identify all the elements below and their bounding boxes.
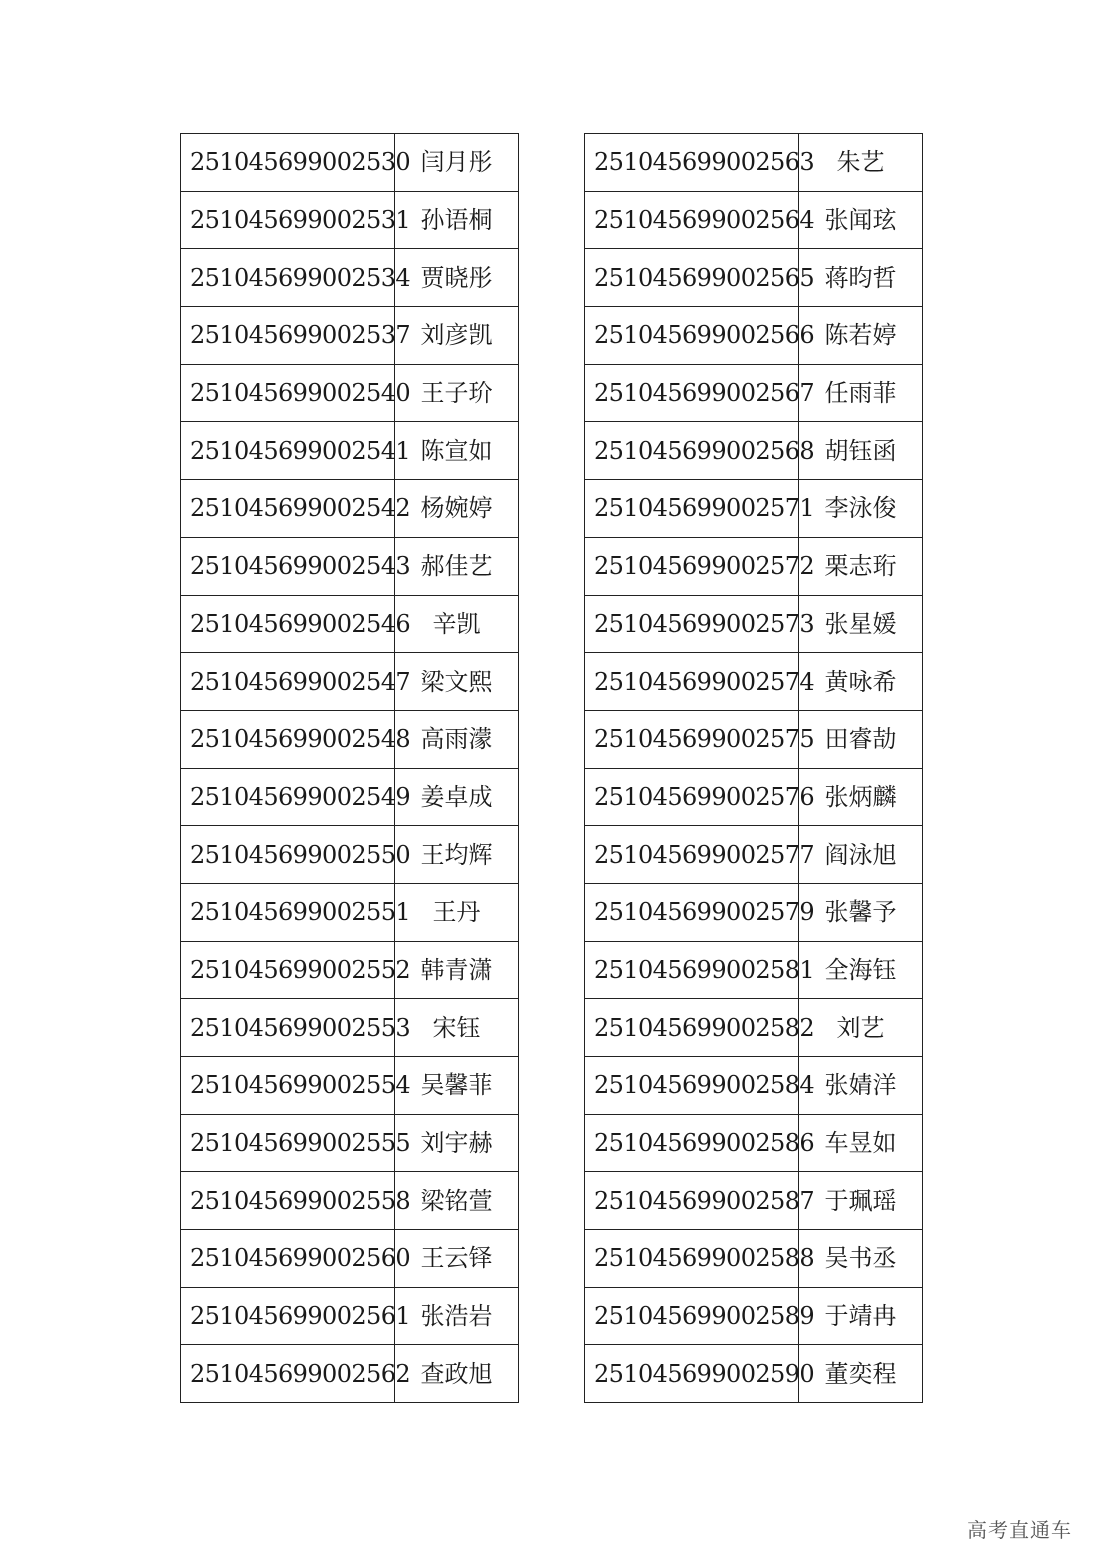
table-row — [585, 1172, 923, 1230]
table-row — [585, 941, 923, 999]
table-row — [181, 364, 519, 422]
table-row — [181, 1114, 519, 1172]
exam-id-cell: 251045699002551 — [181, 883, 395, 941]
exam-id-cell: 251045699002537 — [181, 307, 395, 365]
table-row — [585, 307, 923, 365]
table-row — [181, 941, 519, 999]
student-name-cell: 张浩岩 — [395, 1287, 519, 1345]
table-row — [181, 826, 519, 884]
student-name-cell: 韩青潇 — [395, 941, 519, 999]
table-row — [585, 653, 923, 711]
table-row — [181, 480, 519, 538]
table-row — [585, 480, 923, 538]
right-roster-table — [584, 133, 923, 1403]
table-row — [181, 1230, 519, 1288]
exam-id-cell: 251045699002563 — [585, 134, 799, 192]
exam-id-cell: 251045699002546 — [181, 595, 395, 653]
student-name-cell: 于珮瑶 — [799, 1172, 923, 1230]
exam-id-cell: 251045699002572 — [585, 537, 799, 595]
student-name-cell: 宋钰 — [395, 999, 519, 1057]
exam-id-cell: 251045699002548 — [181, 710, 395, 768]
student-name-cell: 陈若婷 — [799, 307, 923, 365]
exam-id-cell: 251045699002541 — [181, 422, 395, 480]
student-name-cell: 查政旭 — [395, 1345, 519, 1403]
table-row — [585, 1287, 923, 1345]
student-name-cell: 刘彦凯 — [395, 307, 519, 365]
student-name-cell: 黄咏希 — [799, 653, 923, 711]
exam-id-cell: 251045699002543 — [181, 537, 395, 595]
student-name-cell: 张闻玹 — [799, 191, 923, 249]
exam-id-cell: 251045699002590 — [585, 1345, 799, 1403]
table-row — [585, 1057, 923, 1115]
exam-id-cell: 251045699002542 — [181, 480, 395, 538]
student-name-cell: 张炳麟 — [799, 768, 923, 826]
table-row — [585, 1114, 923, 1172]
table-row — [585, 364, 923, 422]
exam-id-cell: 251045699002531 — [181, 191, 395, 249]
table-row — [181, 883, 519, 941]
student-name-cell: 胡钰函 — [799, 422, 923, 480]
exam-id-cell: 251045699002581 — [585, 941, 799, 999]
exam-id-cell: 251045699002586 — [585, 1114, 799, 1172]
exam-id-cell: 251045699002534 — [181, 249, 395, 307]
table-row — [181, 537, 519, 595]
student-name-cell: 吴书丞 — [799, 1230, 923, 1288]
table-row — [181, 1345, 519, 1403]
table-row — [585, 826, 923, 884]
student-name-cell: 李泳俊 — [799, 480, 923, 538]
table-row — [181, 307, 519, 365]
exam-id-cell: 251045699002568 — [585, 422, 799, 480]
exam-id-cell: 251045699002560 — [181, 1230, 395, 1288]
student-name-cell: 闫月彤 — [395, 134, 519, 192]
student-name-cell: 姜卓成 — [395, 768, 519, 826]
student-name-cell: 高雨濛 — [395, 710, 519, 768]
student-name-cell: 刘艺 — [799, 999, 923, 1057]
exam-id-cell: 251045699002589 — [585, 1287, 799, 1345]
student-name-cell: 吴馨菲 — [395, 1057, 519, 1115]
student-name-cell: 阎泳旭 — [799, 826, 923, 884]
exam-id-cell: 251045699002554 — [181, 1057, 395, 1115]
student-name-cell: 蒋昀哲 — [799, 249, 923, 307]
exam-id-cell: 251045699002558 — [181, 1172, 395, 1230]
exam-id-cell: 251045699002547 — [181, 653, 395, 711]
exam-id-cell: 251045699002566 — [585, 307, 799, 365]
exam-id-cell: 251045699002550 — [181, 826, 395, 884]
table-row — [181, 1287, 519, 1345]
student-name-cell: 梁文熙 — [395, 653, 519, 711]
table-row — [181, 1057, 519, 1115]
table-row — [181, 1172, 519, 1230]
exam-id-cell: 251045699002555 — [181, 1114, 395, 1172]
exam-id-cell: 251045699002576 — [585, 768, 799, 826]
exam-id-cell: 251045699002561 — [181, 1287, 395, 1345]
table-row — [181, 191, 519, 249]
left-roster-table — [180, 133, 519, 1403]
table-row — [585, 422, 923, 480]
table-row — [585, 768, 923, 826]
student-name-cell: 车昱如 — [799, 1114, 923, 1172]
table-row — [181, 595, 519, 653]
table-row — [181, 768, 519, 826]
exam-id-cell: 251045699002571 — [585, 480, 799, 538]
left-roster-body — [181, 134, 519, 1403]
student-name-cell: 朱艺 — [799, 134, 923, 192]
student-name-cell: 田睿劼 — [799, 710, 923, 768]
exam-id-cell: 251045699002562 — [181, 1345, 395, 1403]
table-row — [585, 1230, 923, 1288]
table-row — [585, 595, 923, 653]
table-row — [585, 883, 923, 941]
student-name-cell: 郝佳艺 — [395, 537, 519, 595]
right-roster-body — [585, 134, 923, 1403]
student-name-cell: 栗志珩 — [799, 537, 923, 595]
exam-id-cell: 251045699002567 — [585, 364, 799, 422]
student-name-cell: 杨婉婷 — [395, 480, 519, 538]
exam-id-cell: 251045699002575 — [585, 710, 799, 768]
student-name-cell: 孙语桐 — [395, 191, 519, 249]
student-name-cell: 刘宇赫 — [395, 1114, 519, 1172]
exam-id-cell: 251045699002552 — [181, 941, 395, 999]
table-row — [585, 710, 923, 768]
student-name-cell: 张婧洋 — [799, 1057, 923, 1115]
exam-id-cell: 251045699002577 — [585, 826, 799, 884]
student-name-cell: 王丹 — [395, 883, 519, 941]
student-name-cell: 陈宣如 — [395, 422, 519, 480]
student-name-cell: 张星媛 — [799, 595, 923, 653]
table-row — [585, 249, 923, 307]
student-name-cell: 王均辉 — [395, 826, 519, 884]
exam-id-cell: 251045699002553 — [181, 999, 395, 1057]
exam-id-cell: 251045699002579 — [585, 883, 799, 941]
table-row — [585, 1345, 923, 1403]
exam-id-cell: 251045699002564 — [585, 191, 799, 249]
table-row — [585, 999, 923, 1057]
exam-id-cell: 251045699002588 — [585, 1230, 799, 1288]
student-name-cell: 张馨予 — [799, 883, 923, 941]
table-row — [585, 537, 923, 595]
exam-id-cell: 251045699002549 — [181, 768, 395, 826]
table-row — [181, 134, 519, 192]
exam-id-cell: 251045699002540 — [181, 364, 395, 422]
exam-id-cell: 251045699002574 — [585, 653, 799, 711]
student-name-cell: 董奕程 — [799, 1345, 923, 1403]
student-name-cell: 王云铎 — [395, 1230, 519, 1288]
student-name-cell: 梁铭萱 — [395, 1172, 519, 1230]
table-row — [181, 249, 519, 307]
table-row — [181, 999, 519, 1057]
exam-id-cell: 251045699002587 — [585, 1172, 799, 1230]
exam-id-cell: 251045699002530 — [181, 134, 395, 192]
exam-id-cell: 251045699002573 — [585, 595, 799, 653]
student-name-cell: 辛凯 — [395, 595, 519, 653]
table-row — [181, 710, 519, 768]
student-name-cell: 任雨菲 — [799, 364, 923, 422]
table-row — [181, 653, 519, 711]
watermark-text: 高考直通车 — [967, 1518, 1072, 1542]
table-row — [585, 134, 923, 192]
exam-id-cell: 251045699002582 — [585, 999, 799, 1057]
student-name-cell: 王子玠 — [395, 364, 519, 422]
table-row — [181, 422, 519, 480]
exam-id-cell: 251045699002584 — [585, 1057, 799, 1115]
exam-id-cell: 251045699002565 — [585, 249, 799, 307]
student-name-cell: 贾晓彤 — [395, 249, 519, 307]
student-name-cell: 于靖冉 — [799, 1287, 923, 1345]
table-row — [585, 191, 923, 249]
student-name-cell: 全海钰 — [799, 941, 923, 999]
